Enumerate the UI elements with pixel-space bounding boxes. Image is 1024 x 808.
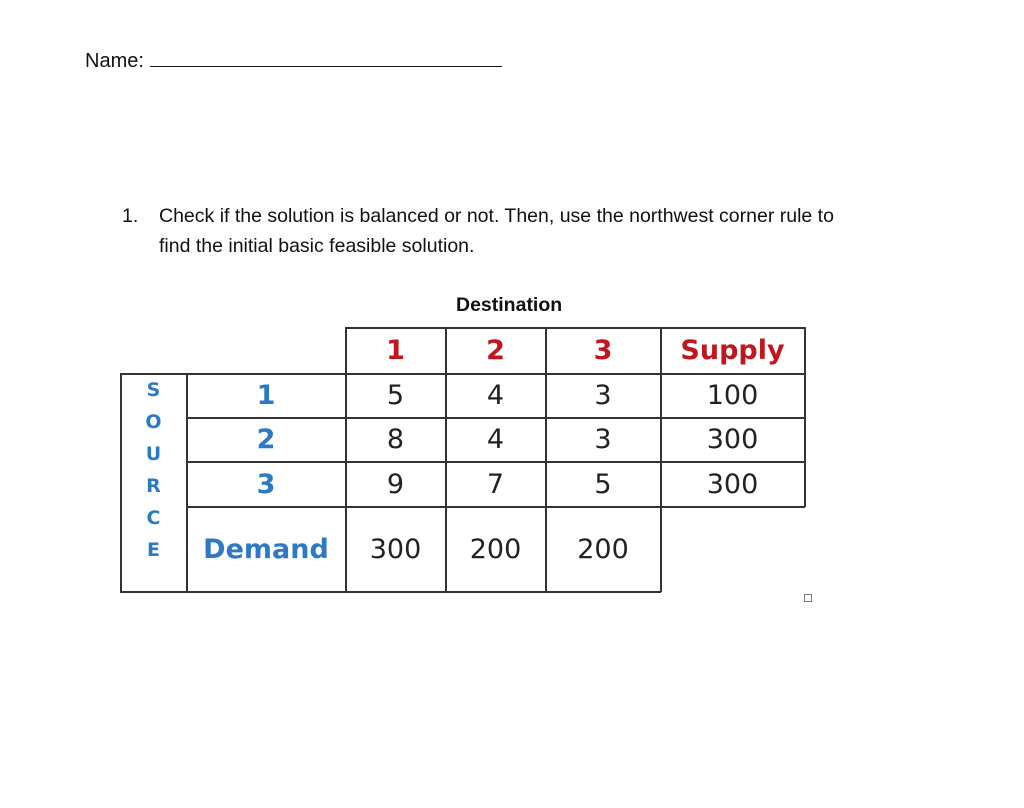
cost-cell: 3 xyxy=(594,380,612,411)
demand-cell: 200 xyxy=(577,533,629,565)
cost-cell: 9 xyxy=(386,468,405,500)
cost-cell: 4 xyxy=(486,380,505,411)
question-text xyxy=(159,201,952,261)
grid-line xyxy=(120,591,661,593)
destination-title: Destination xyxy=(456,294,563,316)
name-field-line xyxy=(85,46,502,73)
cost-cell: 5 xyxy=(594,468,612,500)
dest-header-1: 1 xyxy=(386,335,405,366)
supply-header: Supply xyxy=(680,335,785,366)
grid-line xyxy=(804,327,806,507)
source-letter: O xyxy=(145,411,162,433)
demand-cell: 300 xyxy=(369,533,422,565)
source-letter: C xyxy=(146,507,161,529)
cost-cell: 3 xyxy=(594,424,612,455)
demand-label: Demand xyxy=(203,533,329,565)
question-number: 1. xyxy=(122,205,139,227)
source-label-3: 3 xyxy=(256,468,276,500)
cost-cell: 8 xyxy=(386,424,405,455)
source-label-1: 1 xyxy=(256,380,276,411)
dest-header-2: 2 xyxy=(486,335,505,366)
cost-cell: 5 xyxy=(386,380,405,411)
question-1 xyxy=(122,201,952,261)
source-letter: S xyxy=(146,379,161,401)
source-letter: E xyxy=(147,539,160,561)
dest-header-3: 3 xyxy=(593,335,613,366)
supply-cell: 300 xyxy=(706,424,759,455)
question-line-2: find the initial basic feasible solution. xyxy=(159,235,475,257)
demand-cell: 200 xyxy=(469,533,522,565)
anchor-marker xyxy=(804,594,812,602)
source-letter: U xyxy=(145,443,162,465)
name-label: Name: xyxy=(85,50,144,72)
source-letter: R xyxy=(146,475,161,497)
supply-cell: 100 xyxy=(706,380,759,411)
supply-cell: 300 xyxy=(706,468,759,500)
name-blank[interactable] xyxy=(150,46,502,67)
source-label-2: 2 xyxy=(256,424,276,455)
cost-cell: 4 xyxy=(486,424,505,455)
cost-cell: 7 xyxy=(486,468,505,500)
question-line-1: Check if the solution is balanced or not. Then, use the northwest corner rule to xyxy=(159,205,834,227)
source-vertical-label xyxy=(120,374,187,566)
